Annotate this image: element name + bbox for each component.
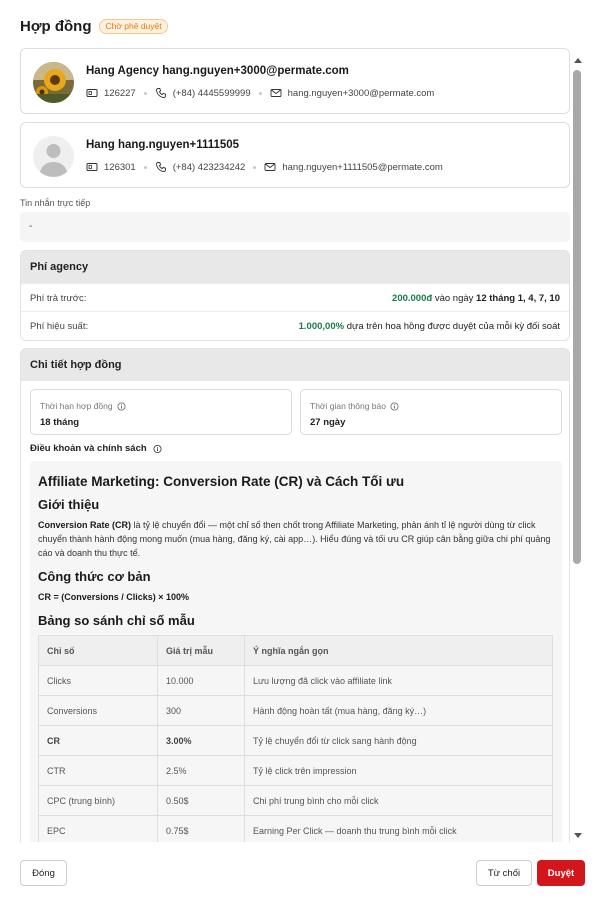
prepaid-fee-middle: vào ngày <box>432 293 477 304</box>
status-badge: Chờ phê duyệt <box>99 19 167 34</box>
agency-name: Hang Agency hang.nguyen+3000@permate.com <box>86 65 349 77</box>
table-cell: Tỷ lệ chuyển đổi từ click sang hành động <box>245 726 553 756</box>
terms-label: Điều khoản và chính sách <box>30 443 147 454</box>
table-cell: CR <box>39 726 158 756</box>
table-row <box>39 696 553 726</box>
prepaid-fee-row <box>21 283 569 311</box>
agency-phone: (+84) 4445599999 <box>172 87 251 99</box>
direct-message-value: - <box>20 212 570 242</box>
table-cell: 2.5% <box>158 756 245 786</box>
table-cell: CTR <box>39 756 158 786</box>
table-cell: 0.75$ <box>158 816 245 843</box>
mail-icon <box>270 87 282 99</box>
intro-bold-term: Conversion Rate (CR) <box>38 520 132 530</box>
publisher-party-card <box>20 122 570 188</box>
publisher-email: hang.nguyen+1111505@permate.com <box>282 161 443 173</box>
mail-icon <box>264 161 276 173</box>
publisher-id: 126301 <box>104 161 136 173</box>
id-card-icon <box>86 87 98 99</box>
table-cell: Lưu lượng đã click vào affiliate link <box>245 666 553 696</box>
prepaid-fee-amount: 200.000đ <box>392 293 433 304</box>
info-icon[interactable] <box>390 402 399 411</box>
table-cell: Earning Per Click — doanh thu trung bình mỗi click <box>245 816 553 843</box>
table-header-row <box>39 636 553 666</box>
performance-fee-row <box>21 311 569 339</box>
id-card-icon <box>86 161 98 173</box>
agency-meta <box>86 87 434 99</box>
notice-period-label-wrap <box>310 401 399 411</box>
terms-article[interactable] <box>30 461 562 842</box>
publisher-meta <box>86 161 443 173</box>
performance-fee-value <box>299 321 560 332</box>
prepaid-fee-value <box>392 293 560 304</box>
contract-duration-label: Thời hạn hợp đồng <box>40 401 113 411</box>
agency-id: 126227 <box>104 87 136 99</box>
table-row <box>39 666 553 696</box>
publisher-avatar <box>33 136 74 177</box>
table-row <box>39 816 553 843</box>
notice-period-box <box>300 389 562 435</box>
modal-footer <box>0 842 603 910</box>
table-header-cell: Ý nghĩa ngắn gọn <box>245 636 553 666</box>
agency-fee-panel <box>20 250 570 341</box>
notice-period-value: 27 ngày <box>310 417 346 428</box>
scroll-down-arrow-icon[interactable] <box>573 832 583 840</box>
table-cell: Hành động hoàn tất (mua hàng, đăng ký…) <box>245 696 553 726</box>
table-cell: 0.50$ <box>158 786 245 816</box>
intro-heading: Giới thiệu <box>38 497 100 512</box>
prepaid-fee-dates: 12 tháng 1, 4, 7, 10 <box>476 293 560 304</box>
intro-text: là tỷ lệ chuyển đổi — một chỉ số then chốt trong Affiliate Marketing, phản ánh tỉ lệ người dùng từ click chuyển thành hành động mong muốn (mua hàng, đăng ký, cài app…). Hiểu đúng và tối ưu CR giúp cân bằng giữa chi phí quảng cáo và doanh thu thực tế. <box>38 520 551 558</box>
performance-fee-label: Phí hiệu suất: <box>30 321 89 332</box>
formula-text: CR = (Conversions / Clicks) × 100% <box>38 592 190 602</box>
agency-party-card <box>20 48 570 114</box>
table-row <box>39 786 553 816</box>
terms-label-wrap <box>30 443 162 454</box>
table-cell: Clicks <box>39 666 158 696</box>
separator-dot <box>259 92 262 95</box>
contract-duration-label-wrap <box>40 401 126 411</box>
table-cell: CPC (trung bình) <box>39 786 158 816</box>
info-icon[interactable] <box>117 402 126 411</box>
table-cell: EPC <box>39 816 158 843</box>
publisher-phone: (+84) 423234242 <box>172 161 246 173</box>
contract-duration-value: 18 tháng <box>40 417 80 428</box>
table-header-cell: Giá trị mẫu <box>158 636 245 666</box>
comparison-table <box>38 635 553 842</box>
table-cell: Conversions <box>39 696 158 726</box>
agency-avatar <box>33 62 74 103</box>
page-title: Hợp đồng <box>20 17 92 35</box>
table-heading: Bảng so sánh chỉ số mẫu <box>38 613 195 628</box>
performance-fee-suffix: dựa trên hoa hồng được duyệt của mỗi kỳ đối soát <box>344 321 560 332</box>
notice-period-label: Thời gian thông báo <box>310 401 386 411</box>
info-icon[interactable] <box>153 444 162 453</box>
publisher-name: Hang hang.nguyen+1111505 <box>86 139 240 151</box>
agency-fee-title: Phí agency <box>21 251 569 283</box>
separator-dot <box>144 92 147 95</box>
performance-fee-amount: 1.000,00% <box>298 321 345 332</box>
vertical-scrollbar[interactable] <box>571 56 585 840</box>
prepaid-fee-label: Phí trả trước: <box>30 293 87 304</box>
close-button[interactable]: Đóng <box>20 860 67 886</box>
article-title: Affiliate Marketing: Conversion Rate (CR) và Cách Tối ưu <box>38 474 405 489</box>
separator-dot <box>144 166 147 169</box>
intro-paragraph <box>38 518 553 560</box>
separator-dot <box>253 166 256 169</box>
table-cell: 300 <box>158 696 245 726</box>
scroll-up-arrow-icon[interactable] <box>573 56 583 64</box>
formula-heading: Công thức cơ bản <box>38 569 151 584</box>
reject-button[interactable]: Từ chối <box>476 860 532 886</box>
phone-icon <box>155 87 167 99</box>
table-row <box>39 726 553 756</box>
approve-button[interactable]: Duyệt <box>537 860 585 886</box>
table-cell: Chi phí trung bình cho mỗi click <box>245 786 553 816</box>
contract-details-title: Chi tiết hợp đồng <box>21 349 569 381</box>
table-cell: Tỷ lệ click trên impression <box>245 756 553 786</box>
modal-scroll-area[interactable] <box>0 46 603 842</box>
direct-message-label: Tin nhắn trực tiếp <box>20 198 91 208</box>
scroll-thumb[interactable] <box>573 70 581 564</box>
phone-icon <box>155 161 167 173</box>
modal-header <box>20 16 168 36</box>
contract-details-panel <box>20 348 570 842</box>
table-cell: 10.000 <box>158 666 245 696</box>
table-row <box>39 756 553 786</box>
contract-duration-box <box>30 389 292 435</box>
table-cell: 3.00% <box>158 726 245 756</box>
agency-email: hang.nguyen+3000@permate.com <box>287 87 435 99</box>
table-header-cell: Chỉ số <box>39 636 158 666</box>
